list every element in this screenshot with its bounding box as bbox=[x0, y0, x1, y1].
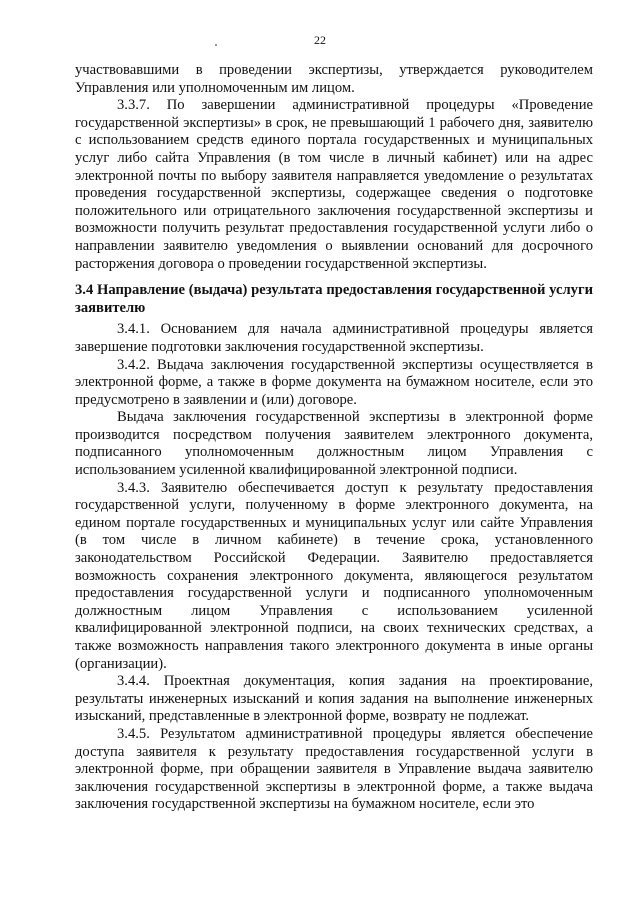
paragraph-3-4-5: 3.4.5. Результатом административной процедуры является обеспечение доступа заявителя к результату предоставления государственной услуги в электронной форме, при обращении заявителя в Управление выдача заявителю заключения государственной экспертизы в электронной форме, а также выдача заключения государственной экспертизы на бумажном носителе, если это bbox=[75, 725, 593, 813]
paragraph-continuation: участвовавшими в проведении экспертизы, утверждается руководителем Управления или уполномоченным им лицом. bbox=[75, 62, 593, 96]
section-heading-3-4: 3.4 Направление (выдача) результата предоставления государственной услуги заявителю bbox=[75, 282, 593, 316]
paragraph-3-4-2: 3.4.2. Выдача заключения государственной экспертизы осуществляется в электронной форме, а также в форме документа на бумажном носителе, если это предусмотрено в заявлении и (или) договоре. bbox=[75, 356, 593, 408]
page-number: 22 bbox=[314, 33, 326, 47]
paragraph-3-4-4: 3.4.4. Проектная документация, копия задания на проектирование, результаты инженерных изысканий и копия задания на выполнение инженерных изысканий, представленные в электронной форме, возврату не подлежат. bbox=[75, 673, 593, 725]
paragraph-3-4-3: 3.4.3. Заявителю обеспечивается доступ к результату предоставления государственной услуги, полученному в форме электронного документа, на едином портале государственных и муниципальных услуг или сайте Управления (в том числе в личном кабинете) в течение срока, установленного законодательством Российской Федерации. Заявителю предоставляется возможность сохранения электронного документа, являющегося результатом предоставления государственной услуги и подписанного уполномоченным должностным лицом Управления с использованием усиленной квалифицированной электронной подписи, на своих технических средствах, а также возможность направления такого электронного документа в иные органы (организации). bbox=[75, 479, 593, 672]
document-body bbox=[75, 62, 593, 814]
paragraph-3-4-1: 3.4.1. Основанием для начала административной процедуры является завершение подготовки заключения государственной экспертизы. bbox=[75, 321, 593, 355]
paragraph-electronic-issue: Выдача заключения государственной экспертизы в электронной форме производится посредством получения заявителем электронного документа, подписанного уполномоченным должностным лицом Управления с использованием усиленной квалифицированной электронной подписи. bbox=[75, 409, 593, 479]
paragraph-3-3-7: 3.3.7. По завершении административной процедуры «Проведение государственной экспертизы» в срок, не превышающий 1 рабочего дня, заявителю с использованием средств единого портала государственных и муниципальных услуг либо сайта Управления (в том числе в личный кабинет) или на адрес электронной почты по выбору заявителя направляется уведомление о результатах проведения государственной экспертизы, содержащее сведения о подготовке положительного или отрицательного заключения государственной экспертизы и возможности получить результат предоставления государственной услуги либо о направлении заявителю уведомления о выявлении оснований для досрочного расторжения договора о проведении государственной экспертизы. bbox=[75, 97, 593, 272]
